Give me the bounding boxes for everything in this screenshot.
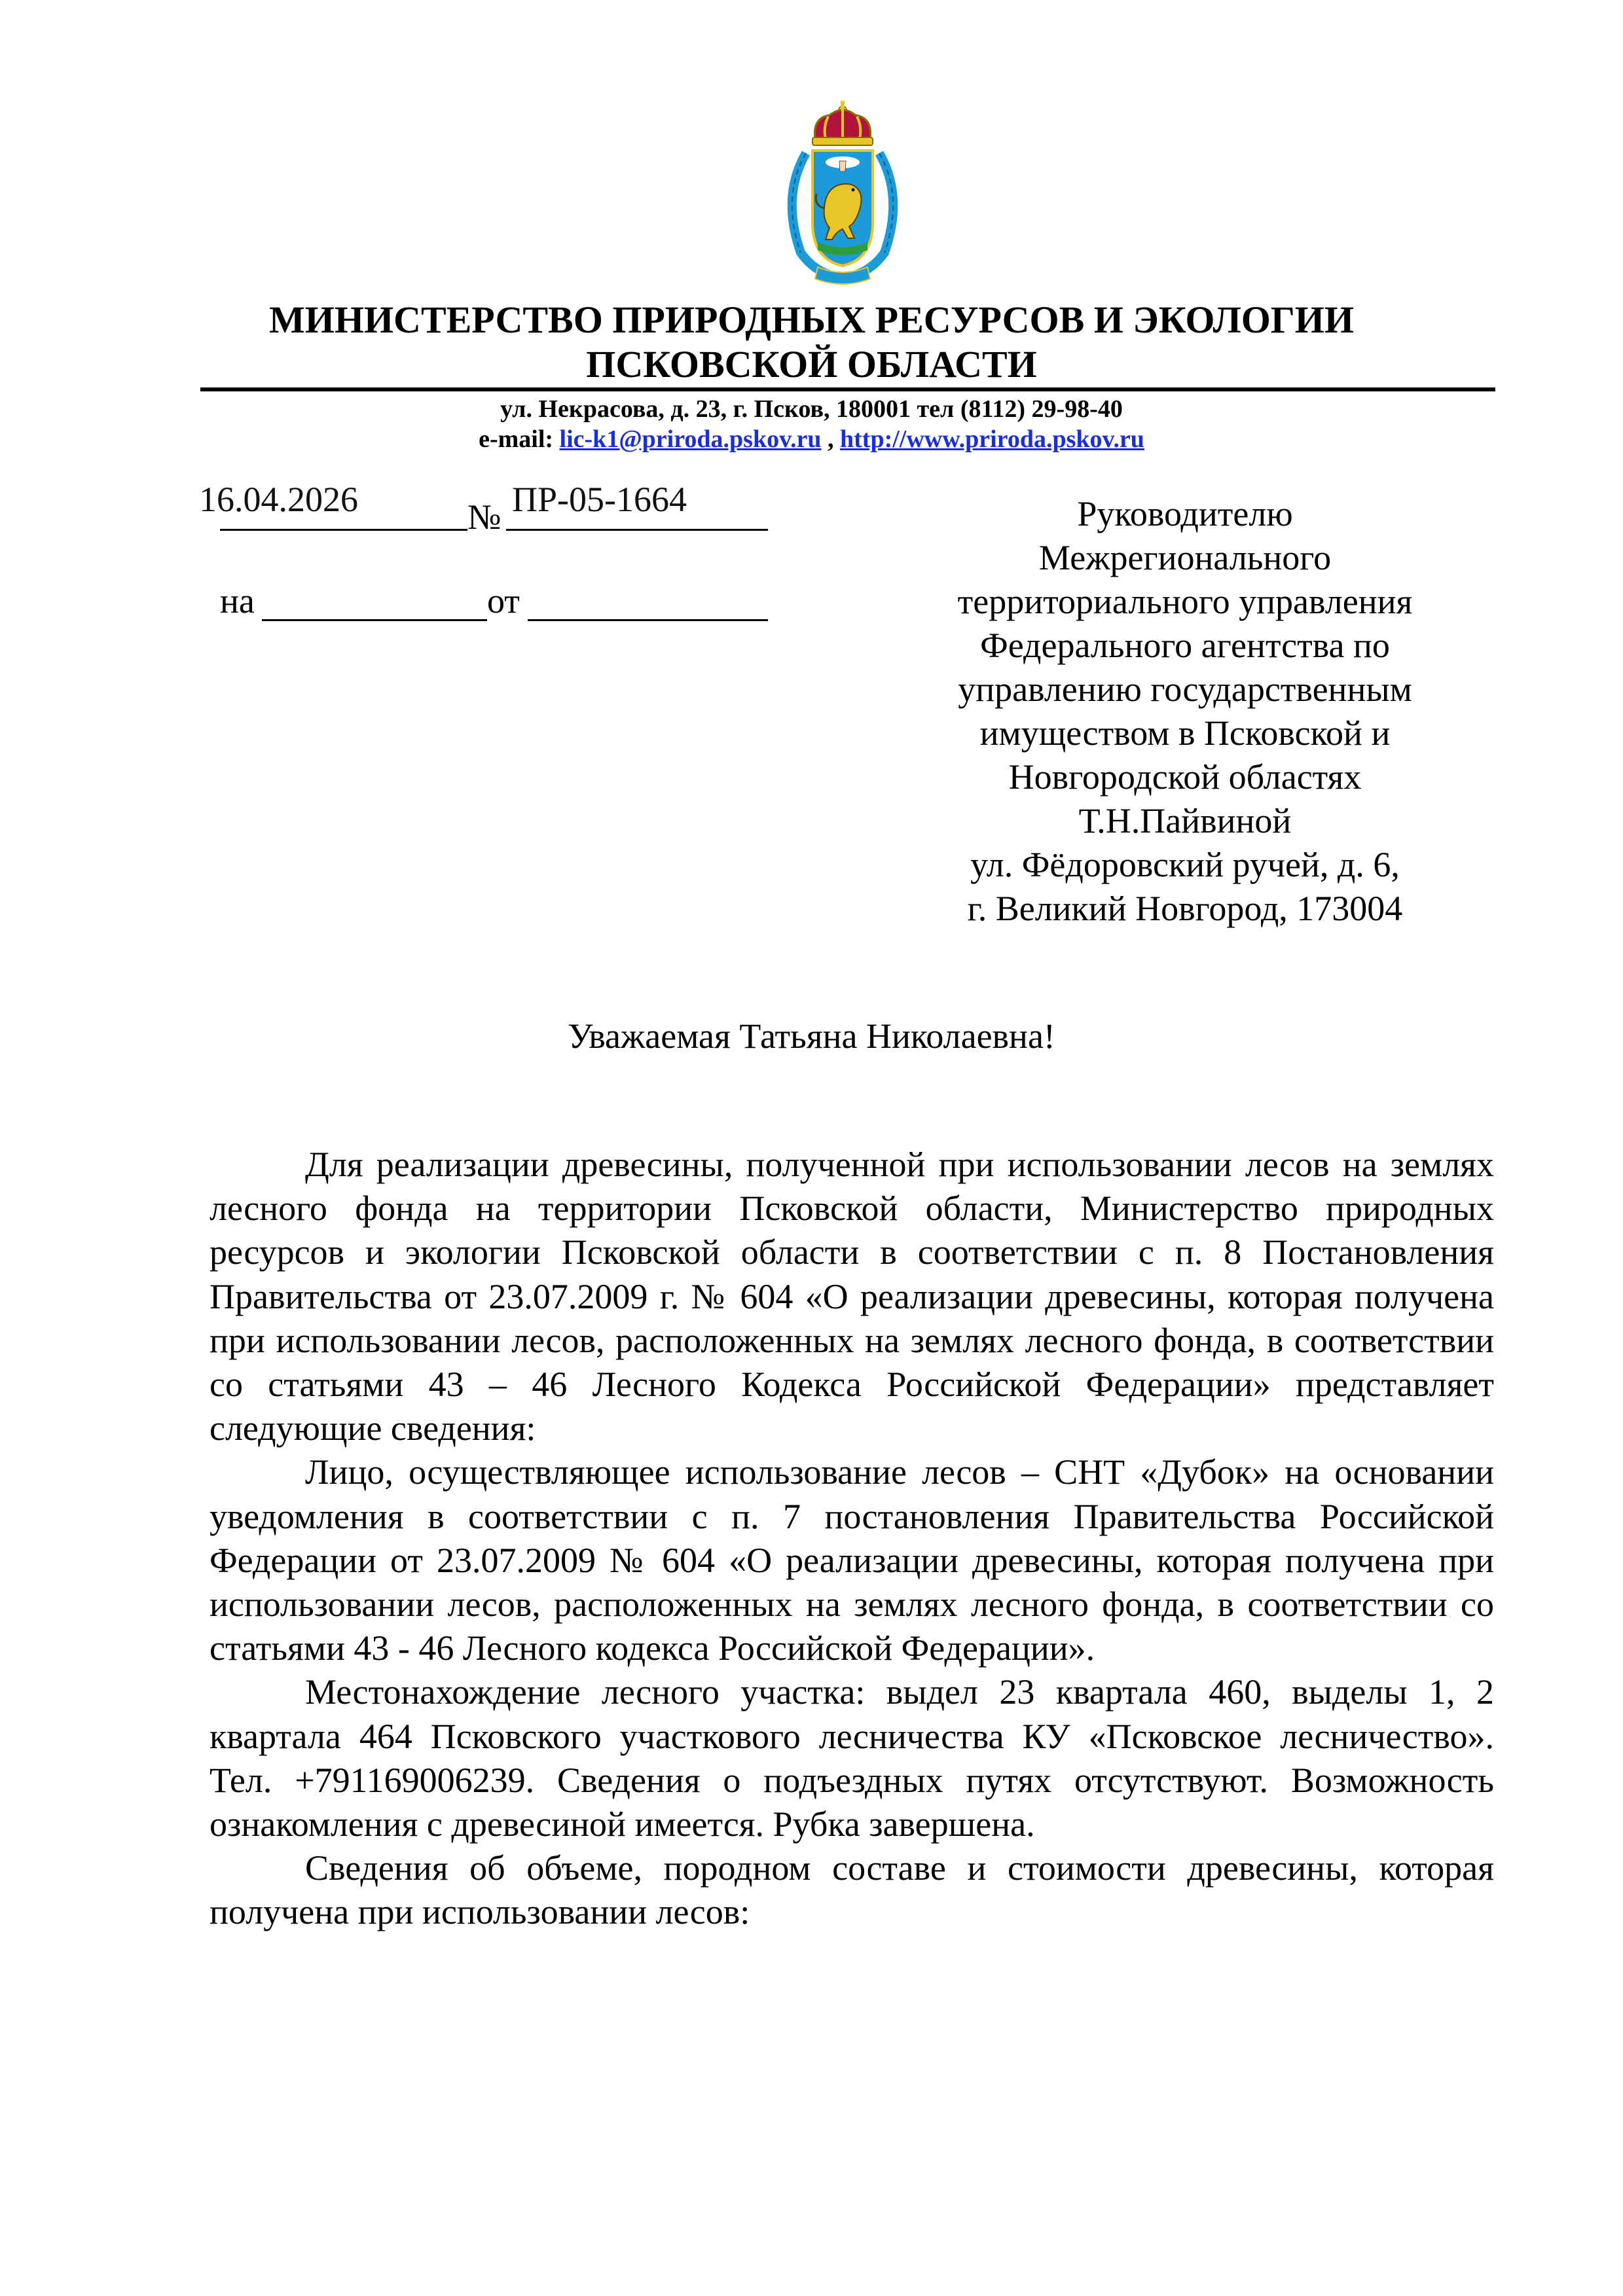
- from-underline: [528, 619, 768, 621]
- body-paragraph: Местонахождение лесного участка: выдел 23 квартала 460, выделы 1, 2 квартала 464 Псковского участкового лесничества КУ «Псковское лесничество». Тел. +791169006239. Сведения о подъездных путях отсутствуют. Возможность ознакомления с древесиной имеется. Рубка завершена.: [210, 1672, 1494, 1844]
- organization-contacts: [0, 424, 1623, 454]
- email-label: e-mail:: [479, 425, 560, 453]
- addressee-street: ул. Фёдоровский ручей, д. 6,: [970, 845, 1400, 884]
- reply-to-underline: [262, 619, 487, 621]
- addressee-city: г. Великий Новгород, 173004: [967, 889, 1403, 928]
- addressee-line: Новгородской областях: [1008, 757, 1362, 797]
- from-label: от: [487, 581, 520, 620]
- letter-body: [210, 1143, 1494, 1935]
- website-link[interactable]: http://www.priroda.pskov.ru: [840, 425, 1144, 453]
- addressee-line: Федерального агентства по: [980, 626, 1390, 665]
- registration-date: 16.04.2026: [199, 480, 358, 519]
- addressee-line: управлению государственным: [958, 670, 1412, 709]
- organization-address: ул. Некрасова, д. 23, г. Псков, 180001 тел (8112) 29-98-40: [500, 395, 1123, 423]
- organization-name-line2: ПСКОВСКОЙ ОБЛАСТИ: [586, 343, 1037, 386]
- date-underline: [220, 529, 467, 531]
- addressee-line: территориального управления: [957, 582, 1413, 621]
- number-sign: №: [467, 497, 501, 537]
- body-paragraph: Сведения об объеме, породном составе и стоимости древесины, которая получена при использовании лесов:: [210, 1848, 1494, 1932]
- number-underline: [506, 529, 768, 531]
- contacts-separator: ,: [821, 425, 840, 453]
- salutation: Уважаемая Татьяна Николаевна!: [568, 1016, 1055, 1056]
- body-paragraph: Для реализации древесины, полученной при использовании лесов на землях лесного фонда на территории Псковской области, Министерство природных ресурсов и экологии Псковской области в соответствии с п. 8 Постановления Правительства от 23.07.2009 г. № 604 «О реализации древесины, которая получена при использовании лесов, расположенных на землях лесного фонда, в соответствии со статьями 43 – 46 Лесного Кодекса Российской Федерации» представляет следующие сведения:: [210, 1145, 1494, 1448]
- email-link[interactable]: lic-k1@priroda.pskov.ru: [559, 425, 822, 453]
- registration-number: ПР-05-1664: [512, 480, 687, 519]
- reply-to-label: на: [220, 581, 255, 620]
- body-paragraph: Лицо, осуществляющее использование лесов – СНТ «Дубок» на основании уведомления в соответствии с п. 7 постановления Правительства Российской Федерации от 23.07.2009 № 604 «О реализации древесины, которая получена при использовании лесов, расположенных на землях лесного фонда, в соответствии со статьями 43 - 46 Лесного кодекса Российской Федерации».: [210, 1452, 1494, 1668]
- header-divider: [200, 387, 1495, 391]
- addressee-name: Т.Н.Пайвиной: [1078, 801, 1292, 840]
- addressee-line: Руководителю: [1077, 494, 1293, 533]
- addressee-line: Межрегионального: [1038, 538, 1332, 577]
- addressee-line: имуществом в Псковской и: [979, 713, 1391, 753]
- addressee-block: [903, 492, 1467, 931]
- pskov-oblast-coat-of-arms-icon: [777, 98, 908, 288]
- organization-name-line1: МИНИСТЕРСТВО ПРИРОДНЫХ РЕСУРСОВ И ЭКОЛОГИИ: [268, 298, 1355, 341]
